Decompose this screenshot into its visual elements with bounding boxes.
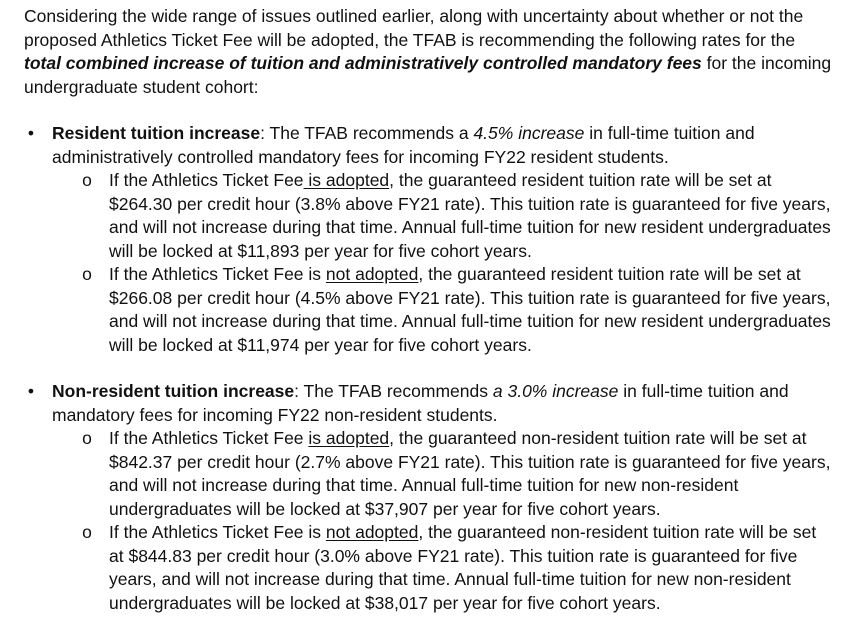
item-text-end: , the guaranteed non-resident tuition rate will be set at $842.37 per credit hour (2.7% above FY21 rate). This tuition rate is guaranteed for five years, and will not increase during that time. Annual full-time tuition for new non-resident undergraduates will be locked at $37,907 per year for five cohort years. [109, 428, 831, 519]
circle-bullet-icon: o [82, 522, 92, 542]
non-resident-fee-adopted-item [80, 427, 832, 521]
resident-fee-not-adopted-item [80, 263, 832, 357]
circle-bullet-icon: o [82, 428, 92, 448]
bullet-icon: • [27, 123, 35, 143]
resident-sublist [52, 169, 832, 357]
section-heading: Resident tuition increase [52, 123, 261, 143]
item-text: If the Athletics Ticket Fee is [109, 264, 326, 284]
section-lead: : The TFAB recommends [294, 381, 493, 401]
circle-bullet-icon: o [82, 264, 92, 284]
item-text-end: , the guaranteed resident tuition rate will be set at $264.30 per credit hour (3.8% above FY21 rate). This tuition rate is guaranteed for five years, and will not increase during that time. Annual full-time tuition for new resident undergraduates will be locked at $11,893 per year for five cohort years. [109, 170, 831, 261]
section-lead: : The TFAB recommends a [260, 123, 474, 143]
section-emphasis: 4.5% increase [473, 123, 585, 143]
item-underlined: is adopted [303, 170, 390, 190]
item-underlined: not adopted [325, 264, 419, 284]
recommendation-list [24, 122, 832, 615]
item-underlined: is adopted [308, 428, 390, 448]
intro-emphasis: total combined increase of tuition and administratively controlled mandatory fees [24, 53, 702, 73]
intro-text-end: for the incoming undergraduate student cohort: [24, 53, 832, 97]
item-underlined: not adopted [325, 522, 419, 542]
non-resident-section [24, 380, 832, 615]
intro-text: Considering the wide range of issues outlined earlier, along with uncertainty about whether or not the proposed Athletics Ticket Fee will be adopted, the TFAB is recommending the following rates for the [24, 6, 804, 50]
bullet-icon: • [27, 381, 35, 401]
item-text-end: , the guaranteed resident tuition rate will be set at $266.08 per credit hour (4.5% above FY21 rate). This tuition rate is guaranteed for five years, and will not increase during that time. Annual full-time tuition for new resident undergraduates will be locked at $11,974 per year for five cohort years. [109, 264, 831, 355]
section-tail: in full-time tuition and mandatory fees for incoming FY22 non-resident students. [52, 381, 789, 425]
item-text-end: , the guaranteed non-resident tuition rate will be set at $844.83 per credit hour (3.0% above FY21 rate). This tuition rate is guaranteed for five years, and will not increase during that time. Annual full-time tuition for new non-resident undergraduates will be locked at $38,017 per year for five cohort years. [109, 522, 817, 613]
non-resident-fee-not-adopted-item [80, 521, 832, 615]
section-heading: Non-resident tuition increase [52, 381, 295, 401]
resident-section [24, 122, 832, 357]
item-text: If the Athletics Ticket Fee [109, 428, 309, 448]
section-emphasis: a 3.0% increase [492, 381, 619, 401]
section-tail: in full-time tuition and administratively controlled mandatory fees for incoming FY22 resident students. [52, 123, 755, 167]
non-resident-sublist [52, 427, 832, 615]
circle-bullet-icon: o [82, 170, 92, 190]
item-text: If the Athletics Ticket Fee [109, 170, 304, 190]
intro-paragraph [24, 5, 832, 99]
item-text: If the Athletics Ticket Fee is [109, 522, 326, 542]
resident-fee-adopted-item [80, 169, 832, 263]
